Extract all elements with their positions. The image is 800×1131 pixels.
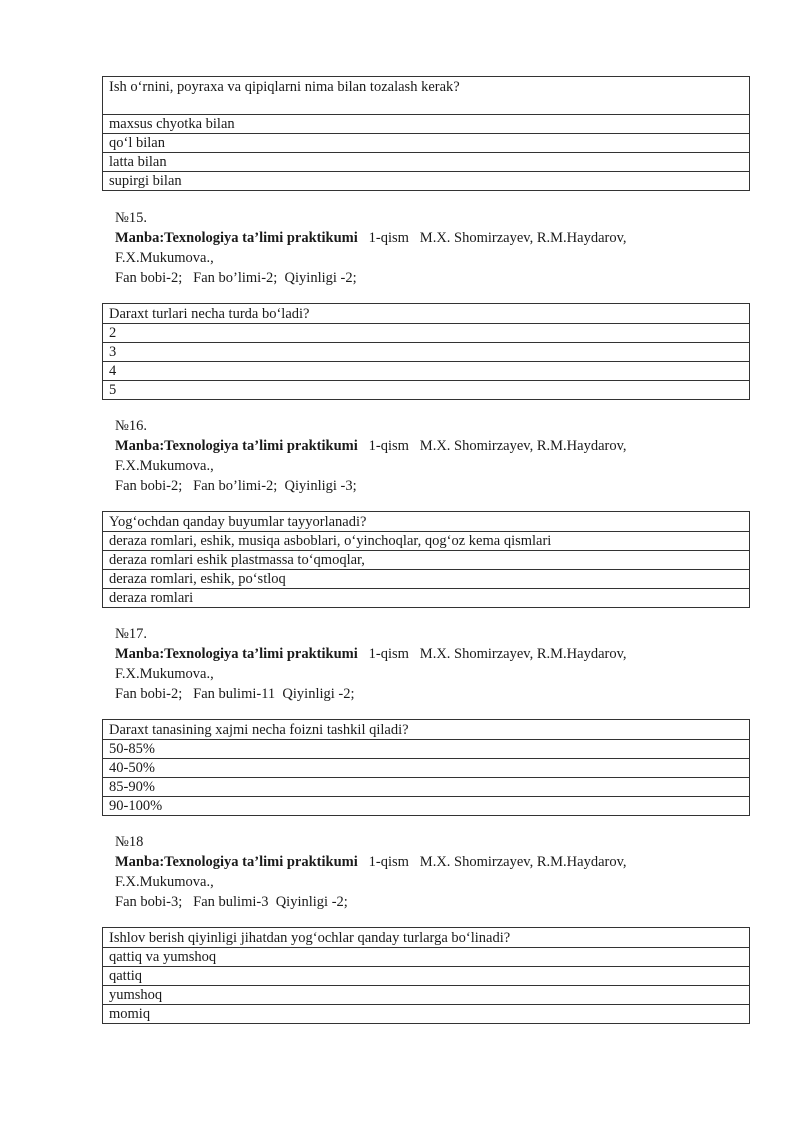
source-authors: 1-qism M.X. Shomirzayev, R.M.Haydarov, — [357, 854, 627, 870]
answer-option: deraza romlari, eshik, musiqa asboblari, o‘yinchoqlar, qog‘oz kema qismlari — [103, 532, 750, 551]
answer-option: 90-100% — [103, 797, 750, 816]
question-meta-16 — [115, 416, 755, 496]
question-table-15 — [102, 303, 750, 400]
source-authors: 1-qism M.X. Shomirzayev, R.M.Haydarov, — [357, 646, 627, 662]
source-authors: 1-qism M.X. Shomirzayev, R.M.Haydarov, — [357, 438, 627, 454]
answer-option: deraza romlari — [103, 589, 750, 608]
source-label: Manba:Texnologiya ta’limi praktikumi — [115, 646, 358, 662]
question-number: №15. — [115, 210, 147, 226]
question-details: Fan bobi-2; Fan bulimi-11 Qiyinligi -2; — [115, 686, 355, 702]
source-label: Manba:Texnologiya ta’limi praktikumi — [115, 854, 358, 870]
source-authors-cont: F.X.Mukumova., — [115, 666, 214, 682]
question-text: Ish o‘rnini, poyraxa va qipiqlarni nima bilan tozalash kerak? — [103, 77, 750, 115]
answer-option: 3 — [103, 343, 750, 362]
question-text: Ishlov berish qiyinligi jihatdan yog‘ochlar qanday turlarga bo‘linadi? — [103, 928, 750, 948]
question-number: №18 — [115, 834, 144, 850]
question-meta-15 — [115, 208, 755, 288]
question-number: №17. — [115, 626, 147, 642]
answer-option: 5 — [103, 381, 750, 400]
source-authors-cont: F.X.Mukumova., — [115, 250, 214, 266]
answer-option: qattiq va yumshoq — [103, 948, 750, 967]
question-details: Fan bobi-2; Fan bo’limi-2; Qiyinligi -2; — [115, 270, 357, 286]
answer-option: 40-50% — [103, 759, 750, 778]
question-text: Yog‘ochdan qanday buyumlar tayyorlanadi? — [103, 512, 750, 532]
question-table-14 — [102, 76, 750, 191]
answer-option: qattiq — [103, 967, 750, 986]
source-authors: 1-qism M.X. Shomirzayev, R.M.Haydarov, — [357, 230, 627, 246]
answer-option: 85-90% — [103, 778, 750, 797]
answer-option: 2 — [103, 324, 750, 343]
answer-option: 50-85% — [103, 740, 750, 759]
question-number: №16. — [115, 418, 147, 434]
question-meta-17 — [115, 624, 755, 704]
question-table-17 — [102, 719, 750, 816]
question-table-18 — [102, 927, 750, 1024]
question-meta-18 — [115, 832, 755, 912]
answer-option: momiq — [103, 1005, 750, 1024]
question-table-16 — [102, 511, 750, 608]
question-details: Fan bobi-3; Fan bulimi-3 Qiyinligi -2; — [115, 894, 348, 910]
source-authors-cont: F.X.Mukumova., — [115, 874, 214, 890]
question-text: Daraxt tanasining xajmi necha foizni tashkil qiladi? — [103, 720, 750, 740]
answer-option: yumshoq — [103, 986, 750, 1005]
answer-option: supirgi bilan — [103, 172, 750, 191]
answer-option: latta bilan — [103, 153, 750, 172]
answer-option: qo‘l bilan — [103, 134, 750, 153]
source-authors-cont: F.X.Mukumova., — [115, 458, 214, 474]
answer-option: deraza romlari, eshik, po‘stloq — [103, 570, 750, 589]
answer-option: 4 — [103, 362, 750, 381]
source-label: Manba:Texnologiya ta’limi praktikumi — [115, 438, 358, 454]
question-text: Daraxt turlari necha turda bo‘ladi? — [103, 304, 750, 324]
question-details: Fan bobi-2; Fan bo’limi-2; Qiyinligi -3; — [115, 478, 357, 494]
source-label: Manba:Texnologiya ta’limi praktikumi — [115, 230, 358, 246]
answer-option: deraza romlari eshik plastmassa to‘qmoqlar, — [103, 551, 750, 570]
answer-option: maxsus chyotka bilan — [103, 115, 750, 134]
